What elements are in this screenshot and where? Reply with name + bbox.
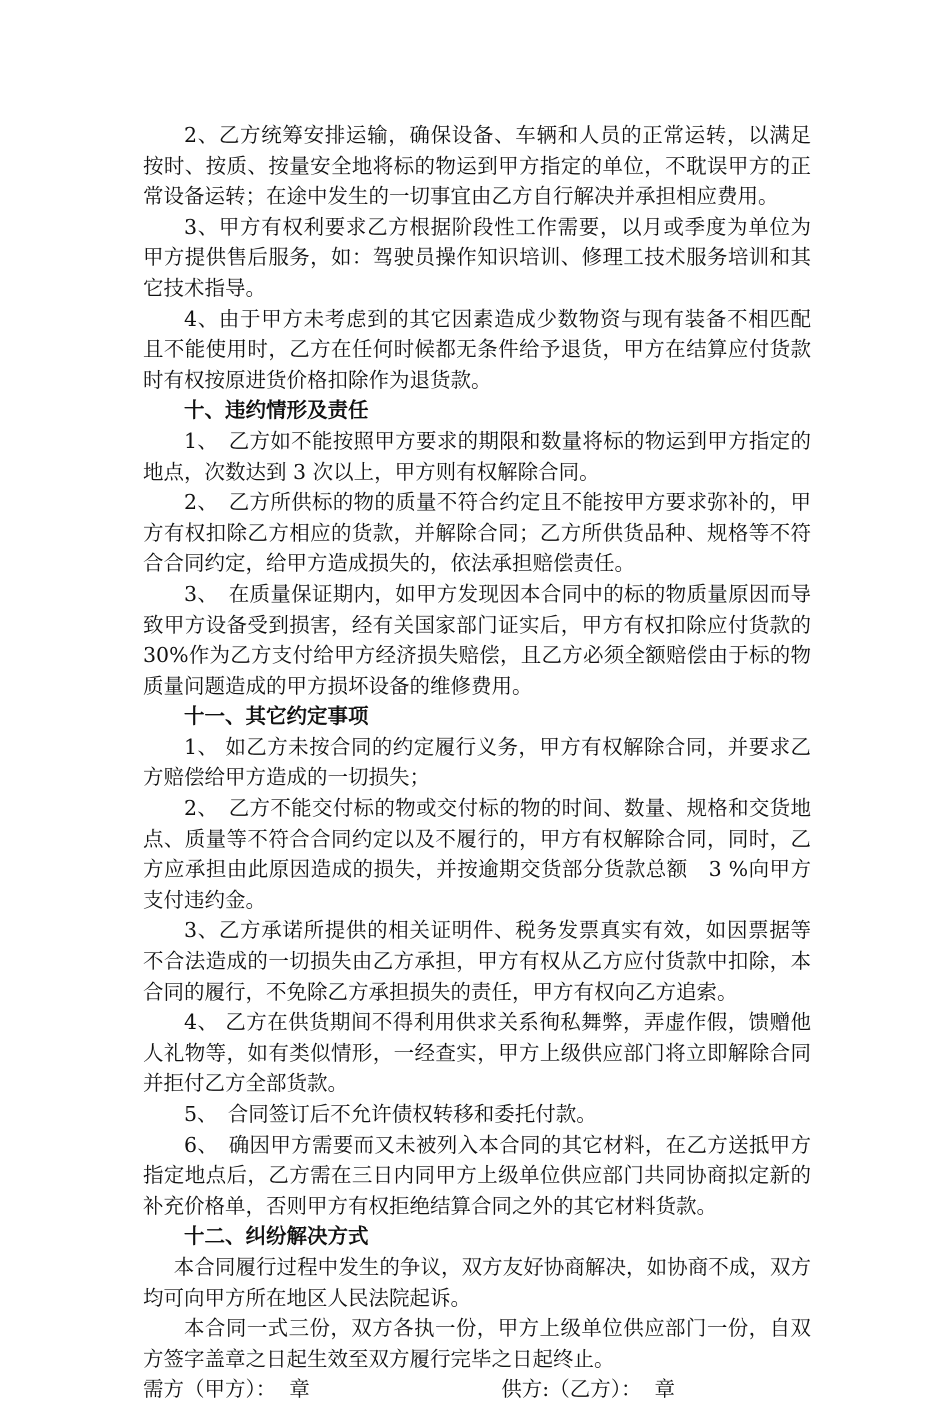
- signature-line: [143, 1374, 811, 1405]
- clause-paragraph: 2、 乙方所供标的物的质量不符合约定且不能按甲方要求弥补的，甲方有权扣除乙方相应的货款，并解除合同；乙方所供货品种、规格等不符合合同约定，给甲方造成损失的，依法承担赔偿责任。: [143, 490, 811, 576]
- buyer-signature: 需方（甲方）： 章: [143, 1377, 310, 1402]
- clause-paragraph: 2、 乙方不能交付标的物或交付标的物的时间、数量、规格和交货地点、质量等不符合合同约定以及不履行的，甲方有权解除合同，同时，乙方应承担由此原因造成的损失，并按逾期交货部分货款总额 3 %向甲方支付违约金。: [143, 796, 811, 912]
- clause-paragraph: 6、 确因甲方需要而又未被列入本合同的其它材料，在乙方送抵甲方指定地点后，乙方需在三日内同甲方上级单位供应部门共同协商拟定新的补充价格单，否则甲方有权拒绝结算合同之外的其它材料货款。: [143, 1132, 811, 1218]
- clause-paragraph: 1、 如乙方未按合同的约定履行义务，甲方有权解除合同，并要求乙方赔偿给甲方造成的一切损失；: [143, 734, 811, 790]
- clause-paragraph: 1、 乙方如不能按照甲方要求的期限和数量将标的物运到甲方指定的地点，次数达到 3 次以上，甲方则有权解除合同。: [143, 428, 811, 484]
- section-heading: 十二、纠纷解决方式: [184, 1224, 369, 1249]
- clause-paragraph: 4、 乙方在供货期间不得利用供求关系徇私舞弊，弄虚作假，馈赠他人礼物等，如有类似情形，一经查实，甲方上级供应部门将立即解除合同并拒付乙方全部货款。: [143, 1010, 811, 1096]
- clause-paragraph: 5、 合同签订后不允许债权转移和委托付款。: [184, 1102, 597, 1126]
- contract-page: [143, 120, 811, 1405]
- clause-paragraph: 本合同一式三份，双方各执一份，甲方上级单位供应部门一份，自双方签字盖章之日起生效至双方履行完毕之日起终止。: [143, 1316, 811, 1371]
- clause-paragraph: 2、乙方统筹安排运输，确保设备、车辆和人员的正常运转，以满足按时、按质、按量安全地将标的物运到甲方指定的单位，不耽误甲方的正常设备运转；在途中发生的一切事宜由乙方自行解决并承担相应费用。: [143, 123, 811, 209]
- section-heading: 十、违约情形及责任: [184, 398, 369, 423]
- clause-paragraph: 4、由于甲方未考虑到的其它因素造成少数物资与现有装备不相匹配且不能使用时，乙方在任何时候都无条件给予退货，甲方在结算应付货款时有权按原进货价格扣除作为退货款。: [143, 306, 811, 392]
- clause-paragraph: 本合同履行过程中发生的争议，双方友好协商解决，如协商不成，双方均可向甲方所在地区人民法院起诉。: [143, 1254, 811, 1310]
- clause-paragraph: 3、 在质量保证期内，如甲方发现因本合同中的标的物质量原因而导致甲方设备受到损害，经有关国家部门证实后，甲方有权扣除应付货款的 30%作为乙方支付给甲方经济损失赔偿，且乙方必须全额赔偿由于标的物质量问题造成的甲方损坏设备的维修费用。: [143, 581, 811, 698]
- clause-paragraph: 3、乙方承诺所提供的相关证明件、税务发票真实有效，如因票据等不合法造成的一切损失由乙方承担，甲方有权从乙方应付货款中扣除，本合同的履行，不免除乙方承担损失的责任，甲方有权向乙方追索。: [143, 918, 811, 1004]
- section-heading: 十一、其它约定事项: [184, 704, 369, 729]
- clause-paragraph: 3、甲方有权利要求乙方根据阶段性工作需要，以月或季度为单位为甲方提供售后服务，如：驾驶员操作知识培训、修理工技术服务培训和其它技术指导。: [143, 214, 811, 300]
- seller-signature: 供方:（乙方）： 章: [501, 1377, 675, 1402]
